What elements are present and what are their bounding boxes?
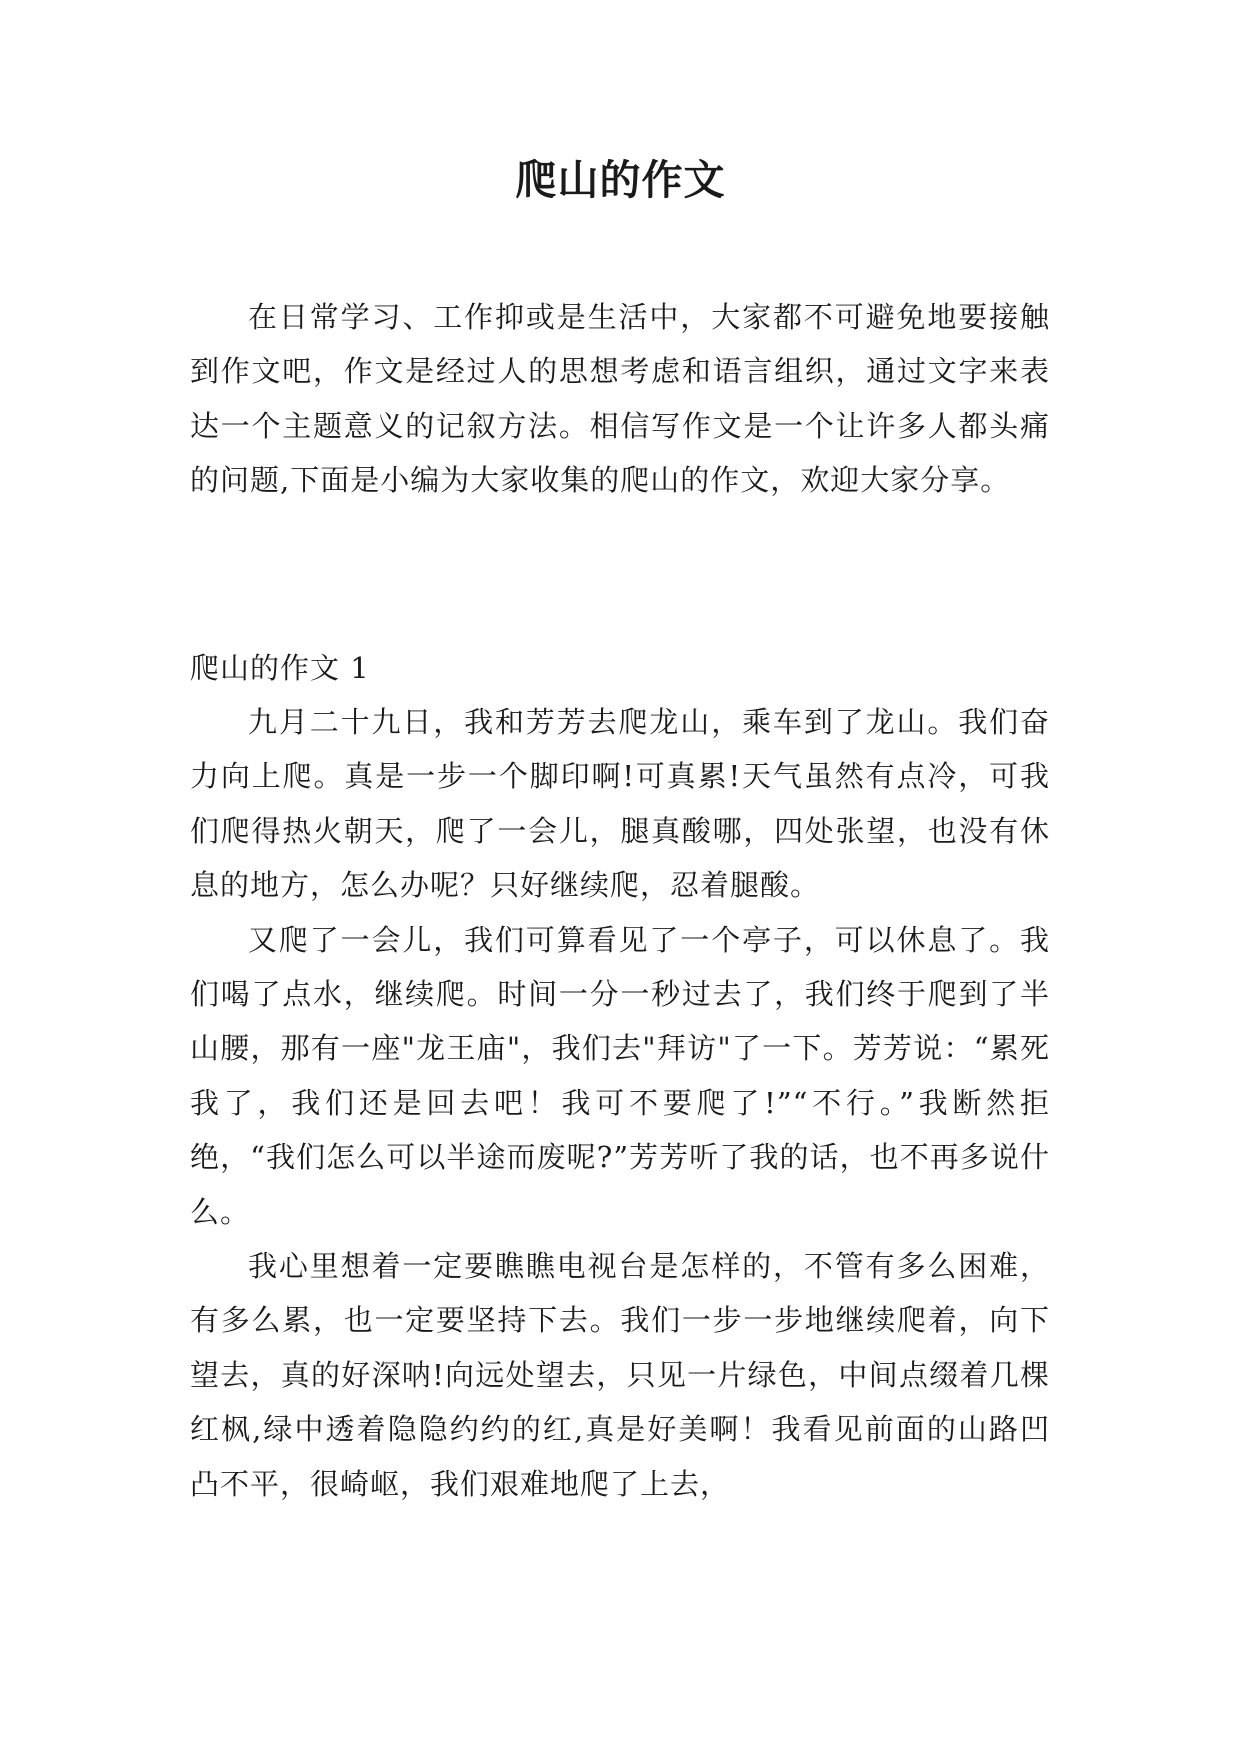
document-title: 爬山的作文: [515, 156, 726, 204]
essay-paragraph-3: 我心里想着一定要瞧瞧电视台是怎样的，不管有多么困难，有多么累，也一定要坚持下去。我们一步一步地继续爬着，向下望去，真的好深呐!向远处望去，只见一片绿色，中间点缀着几棵红枫,绿中透着隐隐约约的红,真是好美啊！我看见前面的山路凹凸不平，很崎岖，我们艰难地爬了上去，: [190, 1249, 1050, 1501]
essay-paragraph-1: 九月二十九日，我和芳芳去爬龙山，乘车到了龙山。我们奋力向上爬。真是一步一个脚印啊!可真累!天气虽然有点冷，可我们爬得热火朝天，爬了一会儿，腿真酸哪，四处张望，也没有休息的地方，怎么办呢？只好继续爬，忍着腿酸。: [190, 705, 1050, 903]
intro-paragraph: 在日常学习、工作抑或是生活中，大家都不可避免地要接触到作文吧，作文是经过人的思想考虑和语言组织，通过文字来表达一个主题意义的记叙方法。相信写作文是一个让许多人都头痛的问题,下面是小编为大家收集的爬山的作文，欢迎大家分享。: [190, 300, 1050, 498]
intro-block: [190, 290, 1050, 508]
essay-paragraph-2: 又爬了一会儿，我们可算看见了一个亭子，可以休息了。我们喝了点水，继续爬。时间一分一秒过去了，我们终于爬到了半山腰，那有一座"龙王庙"，我们去"拜访"了一下。芳芳说：“累死我了，我们还是回去吧！我可不要爬了!”“不行。”我断然拒绝，“我们怎么可以半途而废呢?”芳芳听了我的话，也不再多说什么。: [190, 922, 1050, 1229]
section-heading: 爬山的作文 1: [190, 651, 370, 685]
essay-body: [190, 695, 1050, 1511]
